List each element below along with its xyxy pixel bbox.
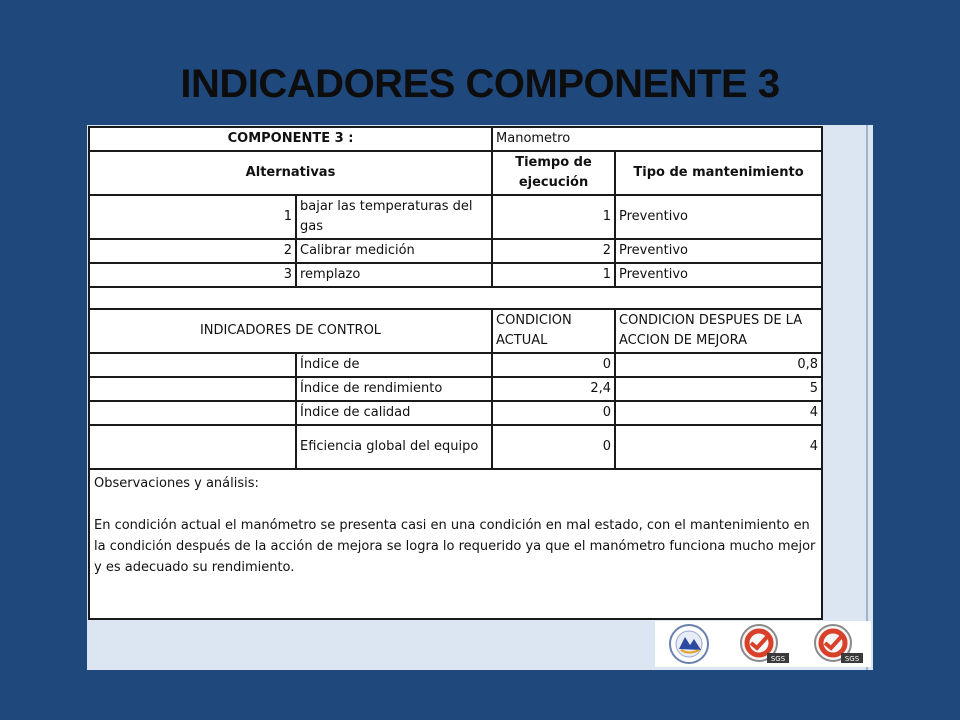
indicator-actual: 0: [492, 425, 615, 469]
observations-text: En condición actual el manómetro se presenta casi en una condición en mal estado, con el mantenimiento en la condición después de la acción de mejora se logra lo requerido ya que el manómetro funciona mucho mejor y es adecuado su rendimiento.: [94, 518, 816, 575]
indicator-name: Índice de rendimiento: [296, 377, 492, 401]
observations-cell: [89, 469, 822, 619]
alternative-description: bajar las temperaturas del gas: [296, 195, 492, 239]
component-label: COMPONENTE 3 :: [89, 127, 492, 151]
alternative-time: 1: [492, 263, 615, 287]
sheet-edge: [866, 125, 868, 670]
indicator-row: [89, 425, 822, 469]
sgs-certification-icon: [729, 623, 793, 665]
header-indicadores: INDICADORES DE CONTROL: [89, 309, 492, 353]
indicators-header-row: [89, 309, 822, 353]
observations-label: Observaciones y análisis:: [94, 476, 259, 491]
alternative-number: 2: [89, 239, 296, 263]
sgs-text: SGS: [844, 655, 860, 663]
sgs-certification-icon: [803, 623, 867, 665]
indicator-row: [89, 353, 822, 377]
indicator-after: 0,8: [615, 353, 822, 377]
certification-logos: [655, 621, 871, 667]
indicator-blank: [89, 353, 296, 377]
spacer-cell: [89, 287, 822, 309]
page-title: INDICADORES COMPONENTE 3: [180, 62, 780, 106]
alternatives-header-row: [89, 151, 822, 195]
indicator-after: 5: [615, 377, 822, 401]
indicator-actual: 0: [492, 353, 615, 377]
alternative-row: [89, 239, 822, 263]
component-row: [89, 127, 822, 151]
alternative-type: Preventivo: [615, 239, 822, 263]
indicator-after: 4: [615, 401, 822, 425]
indicator-blank: [89, 425, 296, 469]
alternative-time: 1: [492, 195, 615, 239]
header-condicion-despues: CONDICION DESPUES DE LA ACCION DE MEJORA: [615, 309, 822, 353]
institution-seal-icon: [657, 623, 721, 665]
alternative-row: [89, 195, 822, 239]
indicator-row: [89, 401, 822, 425]
indicator-blank: [89, 377, 296, 401]
alternative-description: Calibrar medición: [296, 239, 492, 263]
header-alternativas: Alternativas: [89, 151, 492, 195]
spacer-row: [89, 287, 822, 309]
alternative-type: Preventivo: [615, 195, 822, 239]
alternative-number: 1: [89, 195, 296, 239]
indicator-actual: 2,4: [492, 377, 615, 401]
indicator-name: Índice de calidad: [296, 401, 492, 425]
indicator-after: 4: [615, 425, 822, 469]
header-tipo: Tipo de mantenimiento: [615, 151, 822, 195]
header-condicion-actual: CONDICION ACTUAL: [492, 309, 615, 353]
observations-row: [89, 469, 822, 619]
indicator-name: Eficiencia global del equipo: [296, 425, 492, 469]
indicator-row: [89, 377, 822, 401]
alternative-time: 2: [492, 239, 615, 263]
sgs-text: SGS: [770, 655, 786, 663]
indicator-actual: 0: [492, 401, 615, 425]
alternative-row: [89, 263, 822, 287]
alternative-type: Preventivo: [615, 263, 822, 287]
indicator-table: [88, 126, 823, 620]
alternative-description: remplazo: [296, 263, 492, 287]
component-value: Manometro: [492, 127, 822, 151]
header-tiempo: Tiempo de ejecución: [492, 151, 615, 195]
alternative-number: 3: [89, 263, 296, 287]
indicator-blank: [89, 401, 296, 425]
indicator-name: Índice de: [296, 353, 492, 377]
